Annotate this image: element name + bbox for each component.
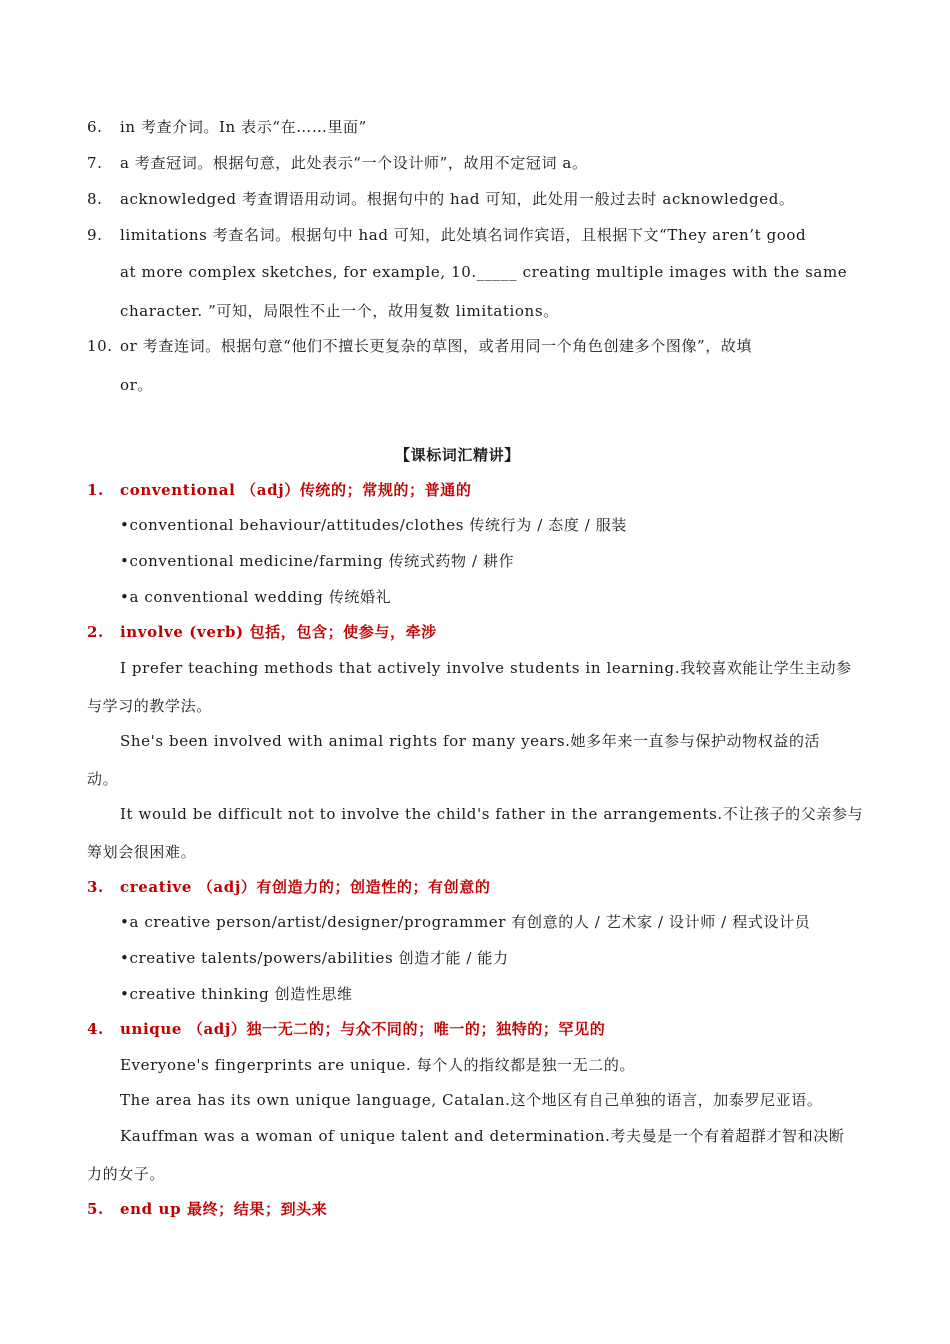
vocab-example: •conventional behaviour/attitudes/clothes 传统行为 / 态度 / 服装 [120,516,628,534]
vocab-example: Kauffman was a woman of unique talent and determination.考夫曼是一个有着超群才智和决断 [120,1127,845,1145]
vocab-example-cont: 动。 [87,770,119,788]
answer-number: 9. [87,226,103,244]
answer-text: acknowledged 考查谓语用动词。根据句中的 had 可知，此处用一般过去时 acknowledged。 [120,190,795,208]
vocab-example: It would be difficult not to involve the child's father in the arrangements.不让孩子的父亲参与 [120,805,864,823]
vocab-example: •conventional medicine/farming 传统式药物 / 耕作 [120,552,515,570]
vocab-title-conventional: conventional （adj）传统的；常规的；普通的 [120,481,472,499]
vocab-example: Everyone's fingerprints are unique. 每个人的指纹都是独一无二的。 [120,1056,636,1074]
vocab-example-cont: 与学习的教学法。 [87,697,212,715]
vocab-example: She's been involved with animal rights for many years.她多年来一直参与保护动物权益的活 [120,732,821,750]
section-title: 【课标词汇精讲】 [395,446,520,464]
vocab-title-unique: unique （adj）独一无二的；与众不同的；唯一的；独特的；罕见的 [120,1020,606,1038]
answer-text: a 考查冠词。根据句意，此处表示“一个设计师”，故用不定冠词 a。 [120,154,588,172]
vocab-example: •a creative person/artist/designer/programmer 有创意的人 / 艺术家 / 设计师 / 程式设计员 [120,913,811,931]
answer-text: character. ”可知，局限性不止一个，故用复数 limitations。 [120,302,559,320]
answer-number: 6. [87,118,103,136]
vocab-title-involve: involve (verb) 包括，包含；使参与，牵涉 [120,623,437,641]
vocab-example-cont: 力的女子。 [87,1165,166,1183]
vocab-title-end-up: end up 最终；结果；到头来 [120,1200,328,1218]
vocab-example: •creative talents/powers/abilities 创造才能 / 能力 [120,949,509,967]
answer-text: or。 [120,376,154,394]
vocab-number: 1. [87,481,104,499]
vocab-number: 3. [87,878,104,896]
answer-text: in 考查介词。In 表示“在……里面” [120,118,367,136]
vocab-number: 5. [87,1200,104,1218]
answer-number: 7. [87,154,103,172]
vocab-example: •creative thinking 创造性思维 [120,985,353,1003]
vocab-example: I prefer teaching methods that actively involve students in learning.我较喜欢能让学生主动参 [120,659,852,677]
vocab-title-creative: creative （adj）有创造力的；创造性的；有创意的 [120,878,491,896]
answer-number: 10. [87,337,113,355]
vocab-example: The area has its own unique language, Catalan.这个地区有自己单独的语言，加泰罗尼亚语。 [120,1091,823,1109]
answer-text: limitations 考查名词。根据句中 had 可知，此处填名词作宾语，且根据下文“They aren’t good [120,226,807,244]
vocab-example-cont: 筹划会很困难。 [87,843,197,861]
answer-text: or 考查连词。根据句意“他们不擅长更复杂的草图，或者用同一个角色创建多个图像”，故填 [120,337,753,355]
answer-number: 8. [87,190,103,208]
vocab-number: 2. [87,623,104,641]
vocab-number: 4. [87,1020,104,1038]
answer-text: at more complex sketches, for example, 10._____ creating multiple images with the same [120,263,848,281]
vocab-example: •a conventional wedding 传统婚礼 [120,588,392,606]
